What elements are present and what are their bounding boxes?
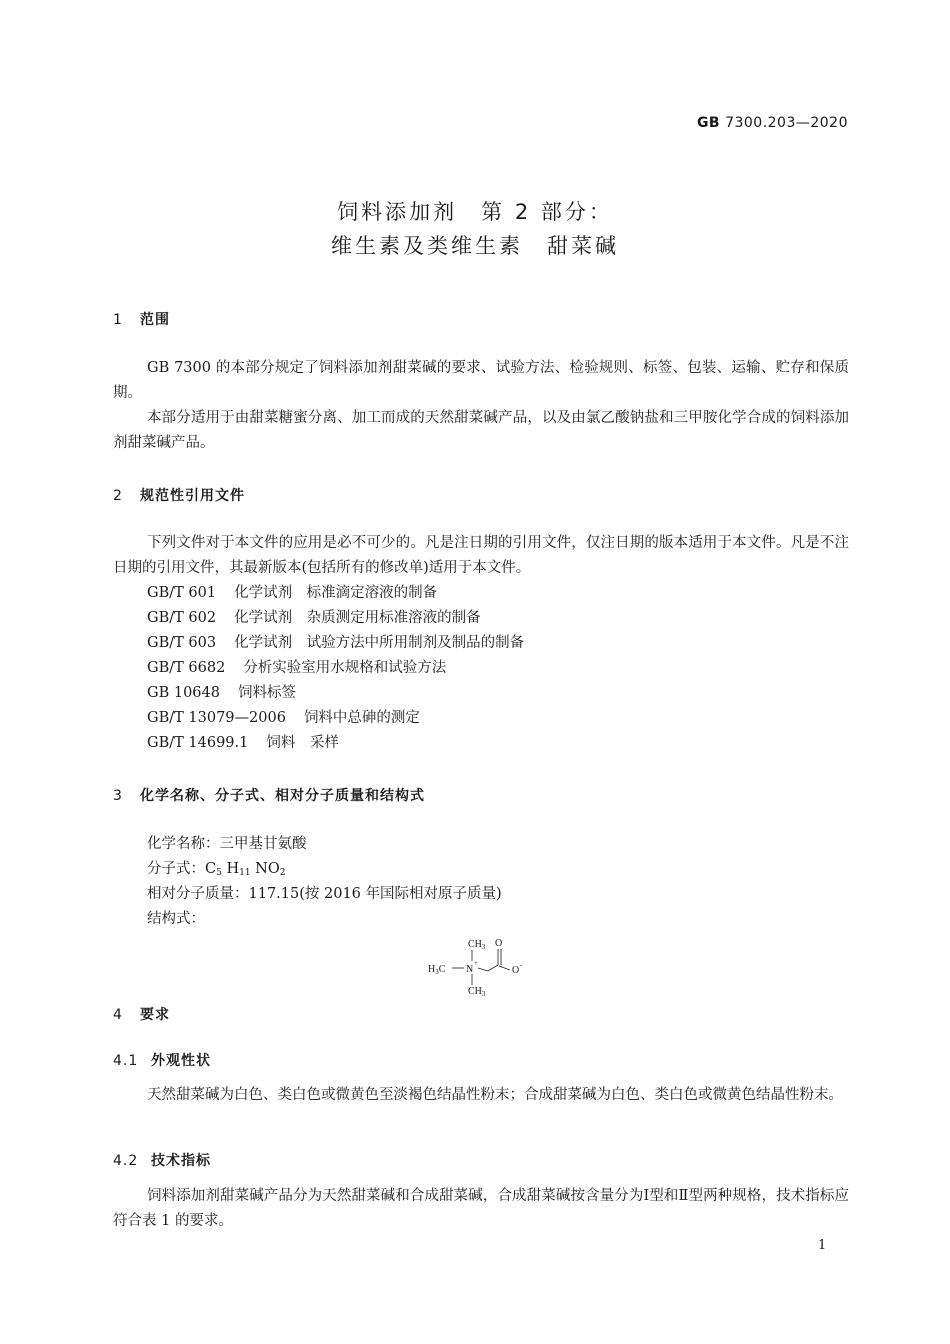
- reference-item: GB/T 601 化学试剂 标准滴定溶液的制备: [147, 585, 438, 601]
- section-4-heading: 4 要求: [113, 1007, 170, 1023]
- section-4-1-body: 天然甜菜碱为白色、类白色或微黄色至淡褐色结晶性粉末；合成甜菜碱为白色、类白色或微黄色结晶性粉末。: [147, 1087, 843, 1103]
- section-4-1-heading: 4.1 外观性状: [113, 1053, 211, 1069]
- nitrogen-atom: N: [466, 964, 474, 975]
- molecular-formula: 分子式：$C_5$ $H_{11}$ $NO_2$: [147, 861, 286, 878]
- standard-number: GB 7300.203—2020: [696, 115, 848, 131]
- section-2-intro: 下列文件对于本文件的应用是必不可少的。凡是注日期的引用文件，仅注日期的版本适用于本文件。凡是不注日期的引用文件，其最新版本(包括所有的修改单)适用于本文件。: [113, 535, 849, 576]
- section-1-heading: 1 范围: [113, 312, 170, 328]
- section-4-2-heading: 4.2 技术指标: [113, 1153, 211, 1169]
- section-3-heading: 3 化学名称、分子式、相对分子质量和结构式: [113, 788, 425, 804]
- structure-label: 结构式：: [147, 911, 205, 927]
- reference-item: GB 10648 饲料标签: [147, 685, 296, 701]
- bond-chain: [478, 965, 498, 971]
- section-1-paragraph-2: 本部分适用于由甜菜糖蜜分离、加工而成的天然甜菜碱产品，以及由氯乙酸钠盐和三甲胺化学合成的饲料添加剂甜菜碱产品。: [113, 410, 849, 451]
- reference-item: GB/T 6682 分析实验室用水规格和试验方法: [147, 660, 447, 676]
- reference-item: GB/T 602 化学试剂 杂质测定用标准溶液的制备: [147, 610, 481, 626]
- oxygen-charge: -: [520, 961, 523, 969]
- carboxylate-oxygen: O: [512, 965, 520, 976]
- methyl-top: $CH_3$: [468, 939, 486, 951]
- section-2-heading: 2 规范性引用文件: [113, 488, 245, 504]
- structural-formula: [426, 933, 546, 999]
- nitrogen-charge: +: [474, 959, 478, 967]
- methyl-left: $H_3C$: [428, 964, 446, 976]
- document-title-line2: 维生素及类维生素 甜菜碱: [331, 234, 619, 258]
- chemical-name: 化学名称：三甲基甘氨酸: [147, 836, 307, 852]
- reference-item: GB/T 13079—2006 饲料中总砷的测定: [147, 710, 420, 726]
- section-1-body: [113, 356, 849, 456]
- bond-c-o: [499, 966, 510, 970]
- section-1-paragraph-1: GB 7300 的本部分规定了饲料添加剂甜菜碱的要求、试验方法、检验规则、标签、包装、运输、贮存和保质期。: [113, 360, 849, 401]
- reference-item: GB/T 603 化学试剂 试验方法中所用制剂及制品的制备: [147, 635, 525, 651]
- document-title-line1: 饲料添加剂 第 2 部分：: [337, 200, 613, 224]
- methyl-bottom: $CH_3$: [468, 986, 486, 998]
- carbonyl-oxygen: O: [495, 938, 503, 949]
- section-4-2-body: 饲料添加剂甜菜碱产品分为天然甜菜碱和合成甜菜碱，合成甜菜碱按含量分为Ⅰ型和Ⅱ型两种规格，技术指标应符合表 1 的要求。: [113, 1188, 849, 1229]
- relative-molecular-mass: 相对分子质量：117.15(按 2016 年国际相对原子质量): [147, 886, 502, 902]
- reference-item: GB/T 14699.1 饲料 采样: [147, 735, 339, 751]
- page-number: 1: [818, 1238, 827, 1253]
